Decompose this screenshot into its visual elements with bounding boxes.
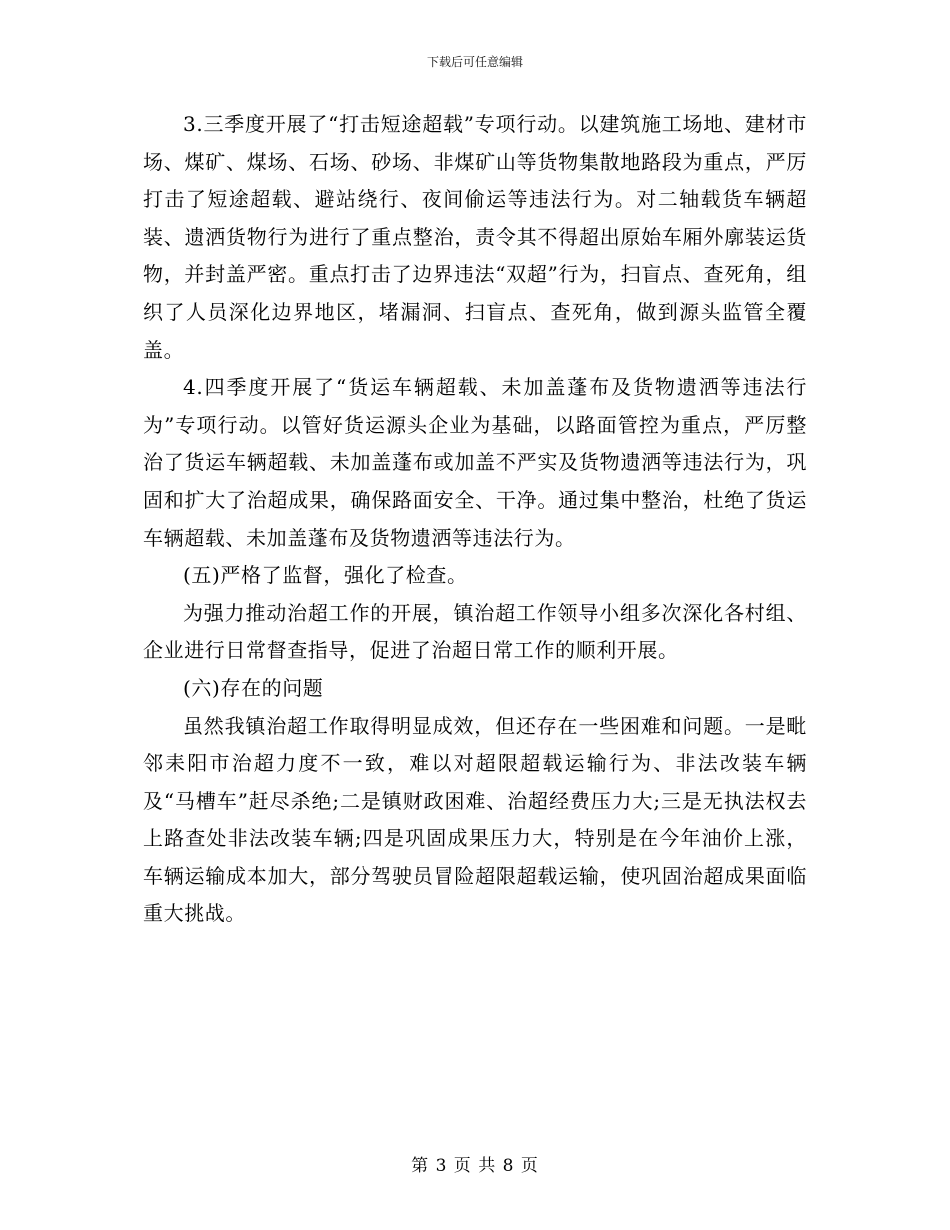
page-footer bbox=[0, 1155, 950, 1177]
section-heading-supervision: (五)严格了监督，强化了检查。 bbox=[183, 563, 468, 588]
footer-prefix: 第 bbox=[411, 1156, 430, 1176]
footer-total-pages: 8 bbox=[502, 1156, 515, 1176]
section-heading-problems: (六)存在的问题 bbox=[183, 675, 324, 700]
paragraph-q3-campaign: 3.三季度开展了“打击短途超载”专项行动。以建筑施工场地、建材市场、煤矿、煤场、石场、砂场、非煤矿山等货物集散地路段为重点，严厉打击了短途超载、避站绕行、夜间偷运等违法行为。对二轴载货车辆超装、遗洒货物行为进行了重点整治，责令其不得超出原始车厢外廓装运货物，并封盖严密。重点打击了边界违法“双超”行为，扫盲点、查死角，组织了人员深化边界地区，堵漏洞、扫盲点、查死角，做到源头监管全覆盖。 bbox=[143, 112, 807, 362]
paragraph-q4-campaign: 4.四季度开展了“货运车辆超载、未加盖蓬布及货物遗洒等违法行为”专项行动。以管好货运源头企业为基础，以路面管控为重点，严厉整治了货运车辆超载、未加盖蓬布或加盖不严实及货物遗洒等违法行为，巩固和扩大了治超成果，确保路面安全、干净。通过集中整治，杜绝了货运车辆超载、未加盖蓬布及货物遗洒等违法行为。 bbox=[143, 375, 807, 550]
document-body bbox=[143, 106, 807, 933]
page-header: 下载后可任意编辑 bbox=[426, 55, 523, 69]
paragraph-supervision: 为强力推动治超工作的开展，镇治超工作领导小组多次深化各村组、企业进行日常督查指导，促进了治超日常工作的顺利开展。 bbox=[143, 600, 807, 663]
footer-current-page: 3 bbox=[435, 1156, 448, 1176]
footer-suffix: 页 bbox=[520, 1156, 539, 1176]
paragraph-problems: 虽然我镇治超工作取得明显成效，但还存在一些困难和问题。一是毗邻耒阳市治超力度不一致，难以对超限超载运输行为、非法改装车辆及“马槽车”赶尽杀绝;二是镇财政困难、治超经费压力大;三是无执法权去上路查处非法改装车辆;四是巩固成果压力大，特别是在今年油价上涨，车辆运输成本加大，部分驾驶员冒险超限超载运输，使巩固治超成果面临重大挑战。 bbox=[143, 713, 807, 926]
footer-middle: 页 共 bbox=[453, 1156, 497, 1176]
